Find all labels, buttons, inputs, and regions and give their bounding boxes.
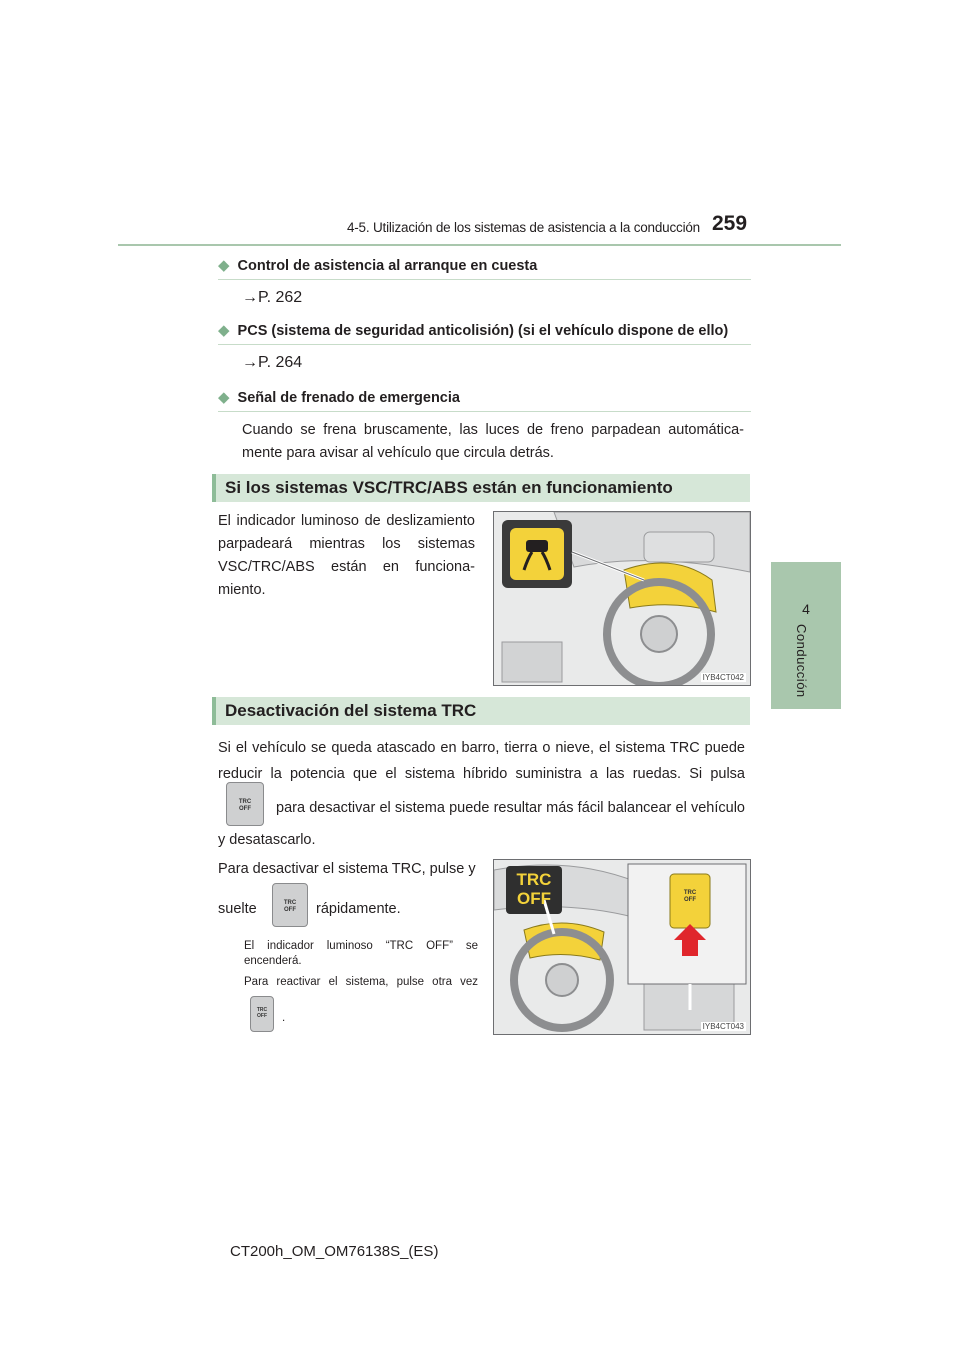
figure-slip-indicator bbox=[493, 511, 751, 686]
chapter-tab-number: 4 bbox=[802, 601, 810, 617]
note-end: . bbox=[282, 1012, 286, 1024]
subheading-hill-start: ◆ Control de asistencia al arranque en cuesta bbox=[218, 256, 751, 280]
figure-trc-off bbox=[493, 859, 751, 1035]
paragraph-line: miento. bbox=[218, 582, 266, 598]
paragraph-line: El indicador luminoso de deslizamiento bbox=[218, 513, 475, 529]
paragraph-word: rápidamente. bbox=[316, 901, 401, 917]
trc-off-button-icon: TRC OFF bbox=[272, 883, 308, 927]
note-line: El indicador luminoso “TRC OFF” se bbox=[244, 940, 478, 952]
page-reference: →P. 264 bbox=[242, 354, 303, 371]
diamond-icon: ◆ bbox=[218, 322, 230, 339]
subheading-emergency-brake-signal: ◆ Señal de frenado de emergencia bbox=[218, 388, 751, 412]
paragraph-line: reducir la potencia que el sistema híbrido suministra a las ruedas. Si pulsa bbox=[218, 766, 745, 782]
note-line: encenderá. bbox=[244, 955, 302, 967]
header-rule bbox=[118, 244, 841, 246]
paragraph-line: mente para avisar al vehículo que circula detrás. bbox=[242, 445, 554, 461]
chapter-title: 4-5. Utilización de los sistemas de asistencia a la conducción bbox=[346, 220, 700, 235]
subheading-pcs: ◆ PCS (sistema de seguridad anticolisión) (si el vehículo dispone de ello) bbox=[218, 321, 751, 345]
page-reference: →P. 262 bbox=[242, 289, 303, 306]
trc-off-button-icon: TRC OFF bbox=[250, 996, 274, 1032]
trc-off-button-icon: TRC OFF bbox=[226, 782, 264, 826]
paragraph-word: suelte bbox=[218, 901, 257, 917]
figure-id: IYB4CT043 bbox=[702, 1022, 744, 1031]
diamond-icon: ◆ bbox=[218, 389, 230, 406]
trc-off-indicator: TRC OFF bbox=[516, 870, 552, 908]
paragraph-line: Si el vehículo se queda atascado en barro, tierra o nieve, el sistema TRC puede bbox=[218, 740, 745, 756]
paragraph-line: parpadeará mientras los sistemas bbox=[218, 536, 475, 552]
trc-off-switch-label: TRC OFF bbox=[683, 890, 697, 903]
paragraph-line: y desatascarlo. bbox=[218, 832, 316, 848]
section-title-trc-off: Desactivación del sistema TRC bbox=[212, 697, 750, 725]
paragraph-line: Cuando se frena bruscamente, las luces de freno parpadean automática- bbox=[242, 422, 744, 438]
dashboard-illustration bbox=[494, 512, 750, 685]
figure-id: IYB4CT042 bbox=[702, 673, 744, 682]
section-title-vsc-trc-abs: Si los sistemas VSC/TRC/ABS están en funcionamiento bbox=[212, 474, 750, 502]
paragraph-line: para desactivar el sistema puede resultar más fácil balancear el vehículo bbox=[276, 800, 745, 816]
diamond-icon: ◆ bbox=[218, 257, 230, 274]
chapter-tab-label: Conducción bbox=[794, 624, 809, 698]
paragraph-line: VSC/TRC/ABS están en funciona- bbox=[218, 559, 475, 575]
note-line: Para reactivar el sistema, pulse otra vez bbox=[244, 976, 478, 988]
document-code: CT200h_OM_OM76138S_(ES) bbox=[230, 1243, 439, 1260]
page-number: 259 bbox=[712, 212, 748, 235]
paragraph-line: Para desactivar el sistema TRC, pulse y bbox=[218, 861, 476, 877]
